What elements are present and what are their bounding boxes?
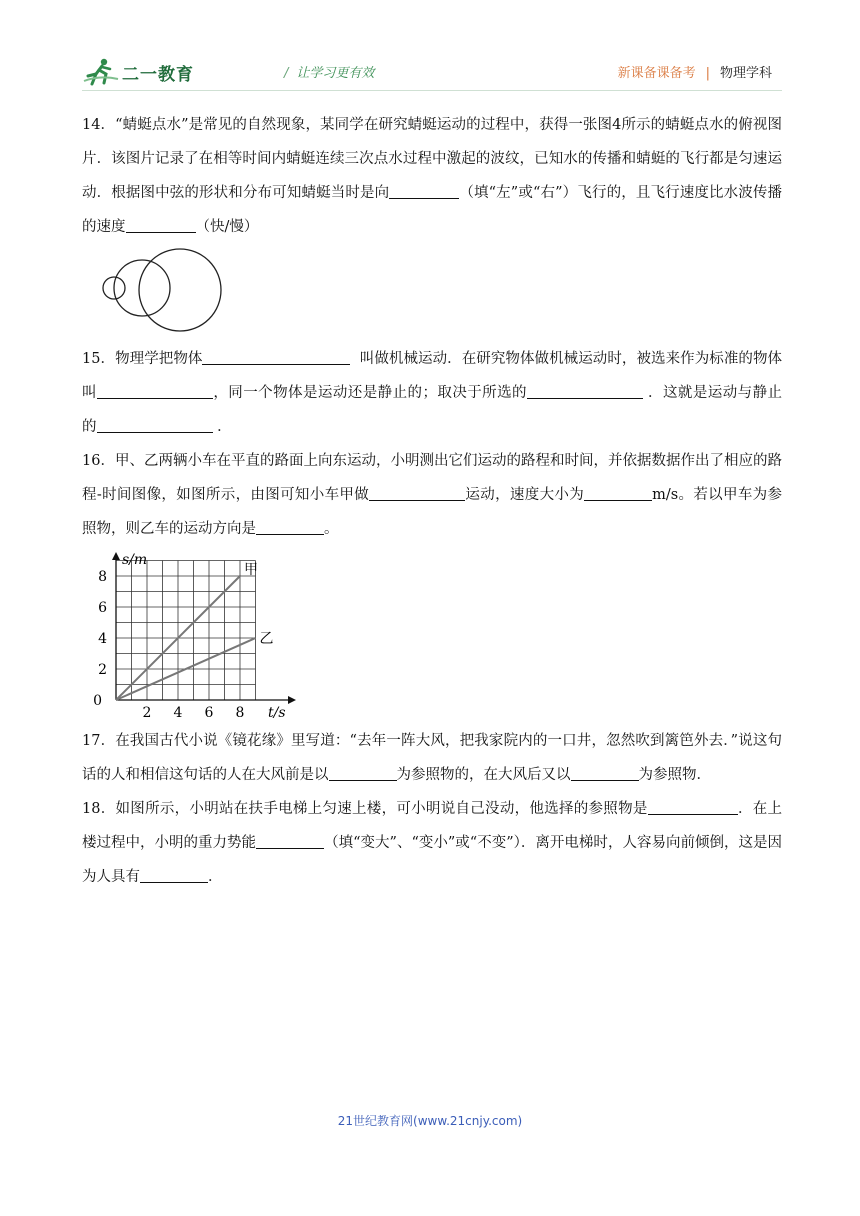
- q15-blank-2[interactable]: [97, 378, 213, 399]
- st-graph-figure: [82, 546, 782, 724]
- header-subject: 物理学科: [719, 66, 772, 81]
- q14-blank-2[interactable]: [126, 212, 196, 233]
- x-axis-label: t/s: [268, 705, 286, 721]
- footer-text: 21世纪教育网(www.21cnjy.com): [337, 1114, 523, 1128]
- slogan-text: 让学习更有效: [296, 66, 375, 81]
- q14-text-c: （快/慢）: [195, 219, 259, 235]
- header-course-label: 新课备课备考: [617, 66, 696, 81]
- q16-blank-1[interactable]: [369, 480, 465, 501]
- q14-blank-1[interactable]: [389, 178, 459, 199]
- header-divider: [82, 90, 782, 91]
- q18-text-d: ．: [208, 869, 223, 885]
- q18-text-b: ．在上楼过程中，小明的重力势能: [82, 801, 783, 851]
- y-tick-label: 4: [98, 631, 107, 647]
- question-list: [82, 108, 782, 894]
- logo: [82, 56, 194, 88]
- q17-text-b: 为参照物的，在大风后又以: [396, 767, 571, 783]
- y-tick-label: 2: [98, 662, 107, 678]
- q15-blank-4[interactable]: [97, 412, 213, 433]
- x-tick-label: 4: [173, 705, 183, 721]
- q16-text-d: 。: [324, 521, 339, 537]
- x-tick-label: 8: [235, 705, 245, 721]
- x-tick-label: 6: [204, 705, 214, 721]
- q17-blank-2[interactable]: [571, 760, 639, 781]
- q16-blank-2[interactable]: [584, 480, 652, 501]
- q17-text-c: 为参照物．: [638, 767, 711, 783]
- q16-blank-3[interactable]: [256, 514, 324, 535]
- q15-text-a: 15．物理学把物体: [82, 351, 203, 367]
- q16-text-c: m/s。若以甲车为参照物，则乙车的运动方向是: [82, 487, 783, 537]
- q15-text-c: ，同一个物体是运动还是静止的；取决于所选的: [212, 385, 527, 401]
- ripple-circles: [82, 244, 222, 340]
- st-chart: [82, 546, 302, 724]
- q16-text-b: 运动，速度大小为: [465, 487, 585, 503]
- runner-logo-icon: [82, 57, 120, 87]
- y-axis-arrow: [112, 552, 120, 560]
- y-axis-label: s/m: [122, 552, 148, 568]
- q15-text-e: ．: [217, 419, 232, 435]
- q17-text-a: 17．在我国古代小说《镜花缘》里写道：“去年一阵大风，把我家院内的一口井，忽然吹到篱笆外去．”说这句话的人和相信这句话的人在大风前是以: [82, 733, 782, 783]
- q15-blank-3[interactable]: [527, 378, 643, 399]
- y-tick-label: 8: [98, 569, 107, 585]
- header-right: 新课备课备考 | 物理学科: [617, 66, 772, 81]
- series-label-2: 乙: [259, 631, 274, 647]
- q17-blank-1[interactable]: [329, 760, 397, 781]
- q15-text-d: ．这就是运动与静止的: [82, 385, 783, 435]
- q18-blank-3[interactable]: [140, 862, 208, 883]
- q14-text-a: 14．“蜻蜓点水”是常见的自然现象，某同学在研究蜻蜓运动的过程中，获得一张图4所示的蜻蜓点水的俯视图片．该图片记录了在相等时间内蜻蜓连续三次点水过程中激起的波纹，已知水的传播和蜻蜓的飞行都是匀速运动．根据图中弦的形状和分布可知蜻蜓当时是向: [82, 117, 782, 201]
- q18-text-c: （填“变大”、“变小”或“不变”）．离开电梯时，人容易向前倾倒，这是因为人具有: [82, 835, 783, 885]
- q15-blank-1[interactable]: [202, 344, 350, 365]
- question-15: [82, 342, 782, 444]
- ripple-large: [139, 249, 221, 331]
- q18-blank-2[interactable]: [256, 828, 324, 849]
- page-footer: [0, 1112, 860, 1129]
- question-16: [82, 444, 782, 724]
- ripple-figure: [82, 244, 782, 342]
- q18-blank-1[interactable]: [648, 794, 738, 815]
- slogan: / 让学习更有效: [284, 66, 375, 81]
- q18-text-a: 18．如图所示，小明站在扶手电梯上匀速上楼，可小明说自己没动，他选择的参照物是: [82, 801, 648, 817]
- x-tick-label: 2: [142, 705, 152, 721]
- question-14: [82, 108, 782, 342]
- question-17: [82, 724, 782, 792]
- logo-text: 二一教育: [122, 64, 194, 85]
- q15-text-b: 叫做机械运动．在研究物体做机械运动时，被选来作为标准的物体叫: [82, 351, 783, 401]
- ripple-medium: [114, 260, 170, 316]
- q16-text-a: 16．甲、乙两辆小车在平直的路面上向东运动，小明测出它们运动的路程和时间，并依据数据作出了相应的路程-时间图像，如图所示，由图可知小车甲做: [82, 453, 782, 503]
- series-label-1: 甲: [244, 562, 258, 578]
- x-axis-arrow: [288, 696, 296, 704]
- q14-text-b: （填“左”或“右”）飞行的，且飞行速度比水波传播的速度: [82, 185, 783, 235]
- origin-label: 0: [93, 693, 102, 709]
- y-tick-label: 6: [98, 600, 107, 616]
- question-18: [82, 792, 782, 894]
- page-header: [82, 56, 782, 92]
